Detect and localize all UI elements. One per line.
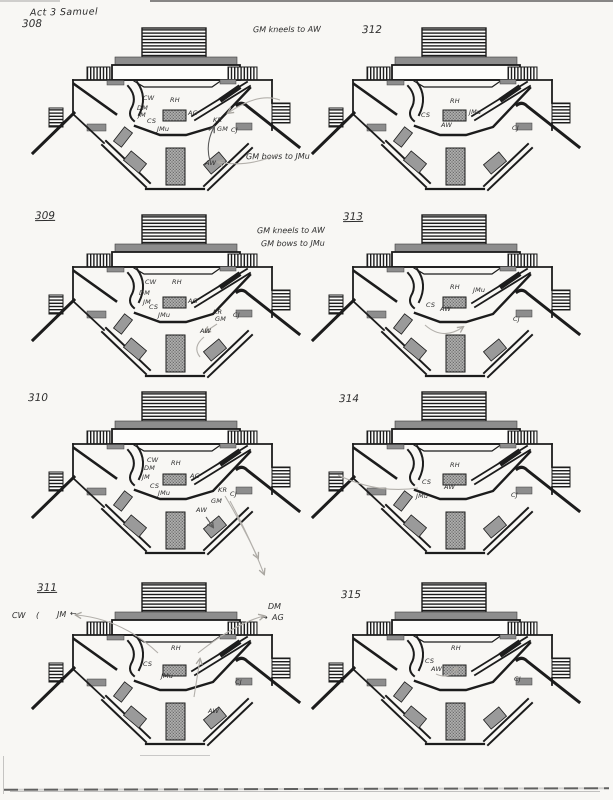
actor-label-aw: AW — [431, 665, 443, 673]
actor-label-jm: JM — [142, 473, 150, 481]
actor-label-gm: GM — [215, 315, 227, 323]
actor-label-cs: CS — [422, 478, 432, 486]
cue-number-314: 314 — [338, 392, 360, 406]
actor-label-gm: GM — [211, 497, 223, 505]
cue-number-313: 313 — [342, 210, 364, 224]
actor-label-cs: CS — [149, 303, 159, 311]
actor-label-jmu: JMu — [473, 286, 486, 294]
actor-label-aw: AW — [441, 121, 453, 129]
movement-arrows-overlay — [42, 390, 302, 580]
movement-arrows-overlay — [42, 213, 302, 403]
blocking-diagram-311 — [42, 581, 302, 771]
actor-label-ag: AG — [188, 109, 198, 117]
actor-label-rh: RH — [172, 278, 182, 286]
movement-arrow — [208, 127, 214, 161]
actor-label-rh: RH — [450, 97, 460, 105]
actor-label-cs: CS — [143, 660, 153, 668]
handwritten-note: → — [260, 612, 268, 623]
actor-label-kr: KR — [218, 486, 228, 494]
handwritten-note: CW — [11, 610, 26, 621]
actor-label-gm: GM — [217, 125, 229, 133]
actor-label-jmu: JMu — [469, 108, 482, 116]
handwritten-note: JM — [56, 609, 67, 620]
actor-label-aw: AW — [208, 707, 220, 715]
actor-label-cj: CJ — [511, 491, 518, 499]
blocking-diagram-315 — [322, 581, 582, 771]
scan-streak-bottom — [4, 787, 609, 791]
movement-arrow — [425, 325, 463, 334]
cue-number-308: 308 — [21, 17, 43, 31]
actor-label-aw: AW — [196, 506, 208, 514]
actor-label-cj: CJ — [513, 315, 520, 323]
actor-label-aw: AW — [440, 305, 452, 313]
actor-label-jmu: JMu — [161, 672, 174, 680]
actor-label-cs: CS — [426, 301, 436, 309]
actor-label-cj: CJ — [233, 311, 240, 319]
blocking-diagram-310 — [42, 390, 302, 580]
movement-arrow — [338, 475, 418, 489]
movement-arrow — [218, 154, 278, 164]
movement-arrow — [228, 98, 280, 113]
movement-arrow — [198, 616, 264, 653]
actor-label-jm: JM — [143, 298, 151, 306]
cue-number-315: 315 — [340, 588, 362, 602]
actor-label-dm: DM — [144, 464, 156, 472]
actor-label-dm: DM — [137, 104, 149, 112]
actor-label-cj: CJ — [514, 675, 521, 683]
handwritten-note: GM kneels to AW — [252, 24, 321, 35]
actor-label-rh: RH — [170, 96, 180, 104]
actor-label-jmu: JMu — [158, 489, 171, 497]
scan-edge-left — [3, 756, 4, 794]
cue-number-312: 312 — [361, 23, 383, 37]
handwritten-note: ( — [35, 610, 40, 621]
actor-label-rh: RH — [450, 461, 460, 469]
actor-label-rh: RH — [171, 644, 181, 652]
scan-edge-top — [150, 0, 613, 2]
blocking-diagram-314 — [322, 390, 582, 580]
actor-label-aw: AW — [200, 327, 212, 335]
actor-label-jmu: JMu — [157, 125, 170, 133]
actor-label-rh: RH — [450, 283, 460, 291]
movement-arrow — [197, 337, 204, 357]
scan-streak-bottom-2 — [10, 791, 600, 792]
movement-arrows-overlay — [322, 581, 582, 771]
actor-label-cs: CS — [150, 482, 160, 490]
movement-arrows-overlay — [322, 210, 582, 406]
actor-label-cs: CS — [147, 117, 157, 125]
actor-label-ag: AG — [188, 297, 198, 305]
actor-label-cw: CW — [147, 456, 159, 464]
cue-number-311: 311 — [36, 581, 58, 595]
actor-label-cj: CJ — [235, 678, 242, 686]
movement-arrow — [206, 517, 213, 527]
actor-label-cw: CW — [145, 278, 157, 286]
movement-arrow — [194, 659, 200, 697]
page-title: Act 3 Samuel — [29, 6, 99, 19]
movement-arrow — [76, 615, 158, 653]
scan-edge-top-left — [0, 0, 60, 2]
actor-label-aw: AW — [444, 483, 456, 491]
cue-number-309: 309 — [34, 209, 56, 223]
blocking-diagram-312 — [322, 23, 582, 216]
cue-number-310: 310 — [27, 391, 49, 405]
actor-label-cs: CS — [421, 111, 431, 119]
blocking-diagram-308 — [42, 26, 302, 216]
actor-label-cs: CS — [425, 657, 435, 665]
actor-label-jmu: JMu — [158, 311, 171, 319]
actor-label-cj: CJ — [512, 124, 519, 132]
actor-label-cj: CJ — [230, 490, 237, 498]
actor-label-dm: DM — [139, 289, 151, 297]
blocking-diagram-313 — [322, 210, 582, 406]
actor-label-jm: JM — [138, 111, 146, 119]
actor-label-rh: RH — [171, 459, 181, 467]
movement-arrow — [230, 501, 264, 574]
handwritten-note: GM bows to JMu — [260, 238, 325, 249]
actor-label-kr: KR — [213, 116, 223, 124]
actor-label-cw: CW — [143, 94, 155, 102]
actor-label-kr: KR — [213, 308, 223, 316]
handwritten-note: GM kneels to AW — [256, 225, 325, 236]
actor-label-ag: AG — [190, 472, 200, 480]
actor-label-aw: AW — [205, 159, 217, 167]
handwritten-note: ← — [69, 608, 77, 619]
actor-label-jmu: JMu — [416, 492, 429, 500]
actor-label-rh: RH — [451, 644, 461, 652]
blocking-diagram-309 — [42, 213, 302, 403]
movement-arrows-overlay — [42, 26, 302, 216]
actor-label-cj: CJ — [231, 126, 238, 134]
handwritten-note: DM — [267, 601, 282, 612]
handwritten-note: AG — [271, 612, 284, 623]
handwritten-note: GM bows to JMu — [245, 151, 310, 162]
